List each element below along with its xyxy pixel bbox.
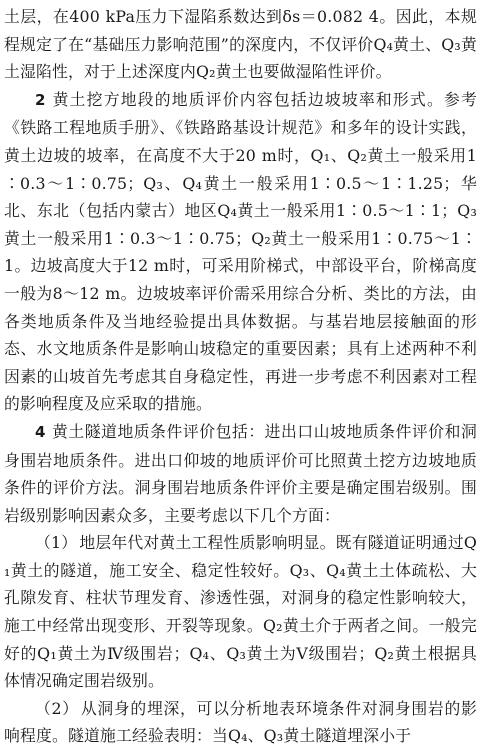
paragraph-burial-depth (4, 695, 477, 750)
paragraph-text: 黄土隧道地质条件评价包括：进出口山坡地质条件评价和洞身围岩地质条件。进出口仰坡的地质评价可比照黄土挖方边坡地质条件的评价方法。洞身围岩地质条件评价主要是确定围岩级别。围岩级别影响因素众多，主要考虑以下几个方面： (4, 421, 477, 525)
item-number: 2 (35, 90, 46, 109)
item-number: （2） (35, 698, 79, 718)
paragraph-loess-collapsibility (4, 3, 477, 86)
paragraph-text: 从洞身的埋深，可以分析地表环境条件对洞身围岩的影响程度。隧道施工经验表明：当Q₄、Q₃黄土隧道埋深小于 (4, 698, 477, 746)
item-number: 4 (35, 422, 46, 441)
paragraph-stratum-age (4, 529, 477, 695)
paragraph-tunnel-evaluation (4, 418, 477, 529)
item-number: （1） (35, 533, 78, 553)
paragraph-text: 黄土挖方地段的地质评价内容包括边坡坡率和形式。参考《铁路工程地质手册》、《铁路路基设计规范》和多年的设计实践，黄土边坡的坡率，在高度不大于20 m时，Q₁、Q₂黄土一般采用1∶0.3～1∶0.75；Q₃、Q₄黄土一般采用1∶0.5～1∶1.25；华北、东北（包括内蒙古）地区Q₄黄土一般采用1∶0.5～1∶1；Q₃黄土一般采用1∶0.3～1∶0.75；Q₂黄土一般采用1∶0.75～1∶1。边坡高度大于12 m时，可采用阶梯式，中部设平台，阶梯高度一般为8～12 m。边坡坡率评价需采用综合分析、类比的方法，由各类地质条件及当地经验提出具体数据。与基岩地层接触面的形态、水文地质条件是影响山坡稳定的重要因素；具有上述两种不利因素的山坡首先考虑其自身稳定性，再进一步考虑不利因素对工程的影响程度及应采取的措施。 (4, 89, 477, 414)
paragraph-text: 土层，在400 kPa压力下湿陷系数达到δs＝0.082 4。因此，本规程规定了在“基础压力影响范围”的深度内，不仅评价Q₄黄土、Q₃黄土湿陷性，对于上述深度内Q₂黄土也要做湿陷性评价。 (4, 7, 477, 82)
paragraph-text: 地层年代对黄土工程性质影响明显。既有隧道证明通过Q₁黄土的隧道，施工安全、稳定性较好。Q₃、Q₄黄土土体疏松、大孔隙发育、柱状节理发育、渗透性强，对洞身的稳定性影响较大，施工中经常出现变形、开裂等现象。Q₂黄土介于两者之间。一般完好的Q₁黄土为Ⅳ级围岩；Q₄、Q₃黄土为Ⅴ级围岩；Q₂黄土根据具体情况确定围岩级别。 (4, 533, 478, 691)
paragraph-cut-slope (4, 86, 477, 418)
